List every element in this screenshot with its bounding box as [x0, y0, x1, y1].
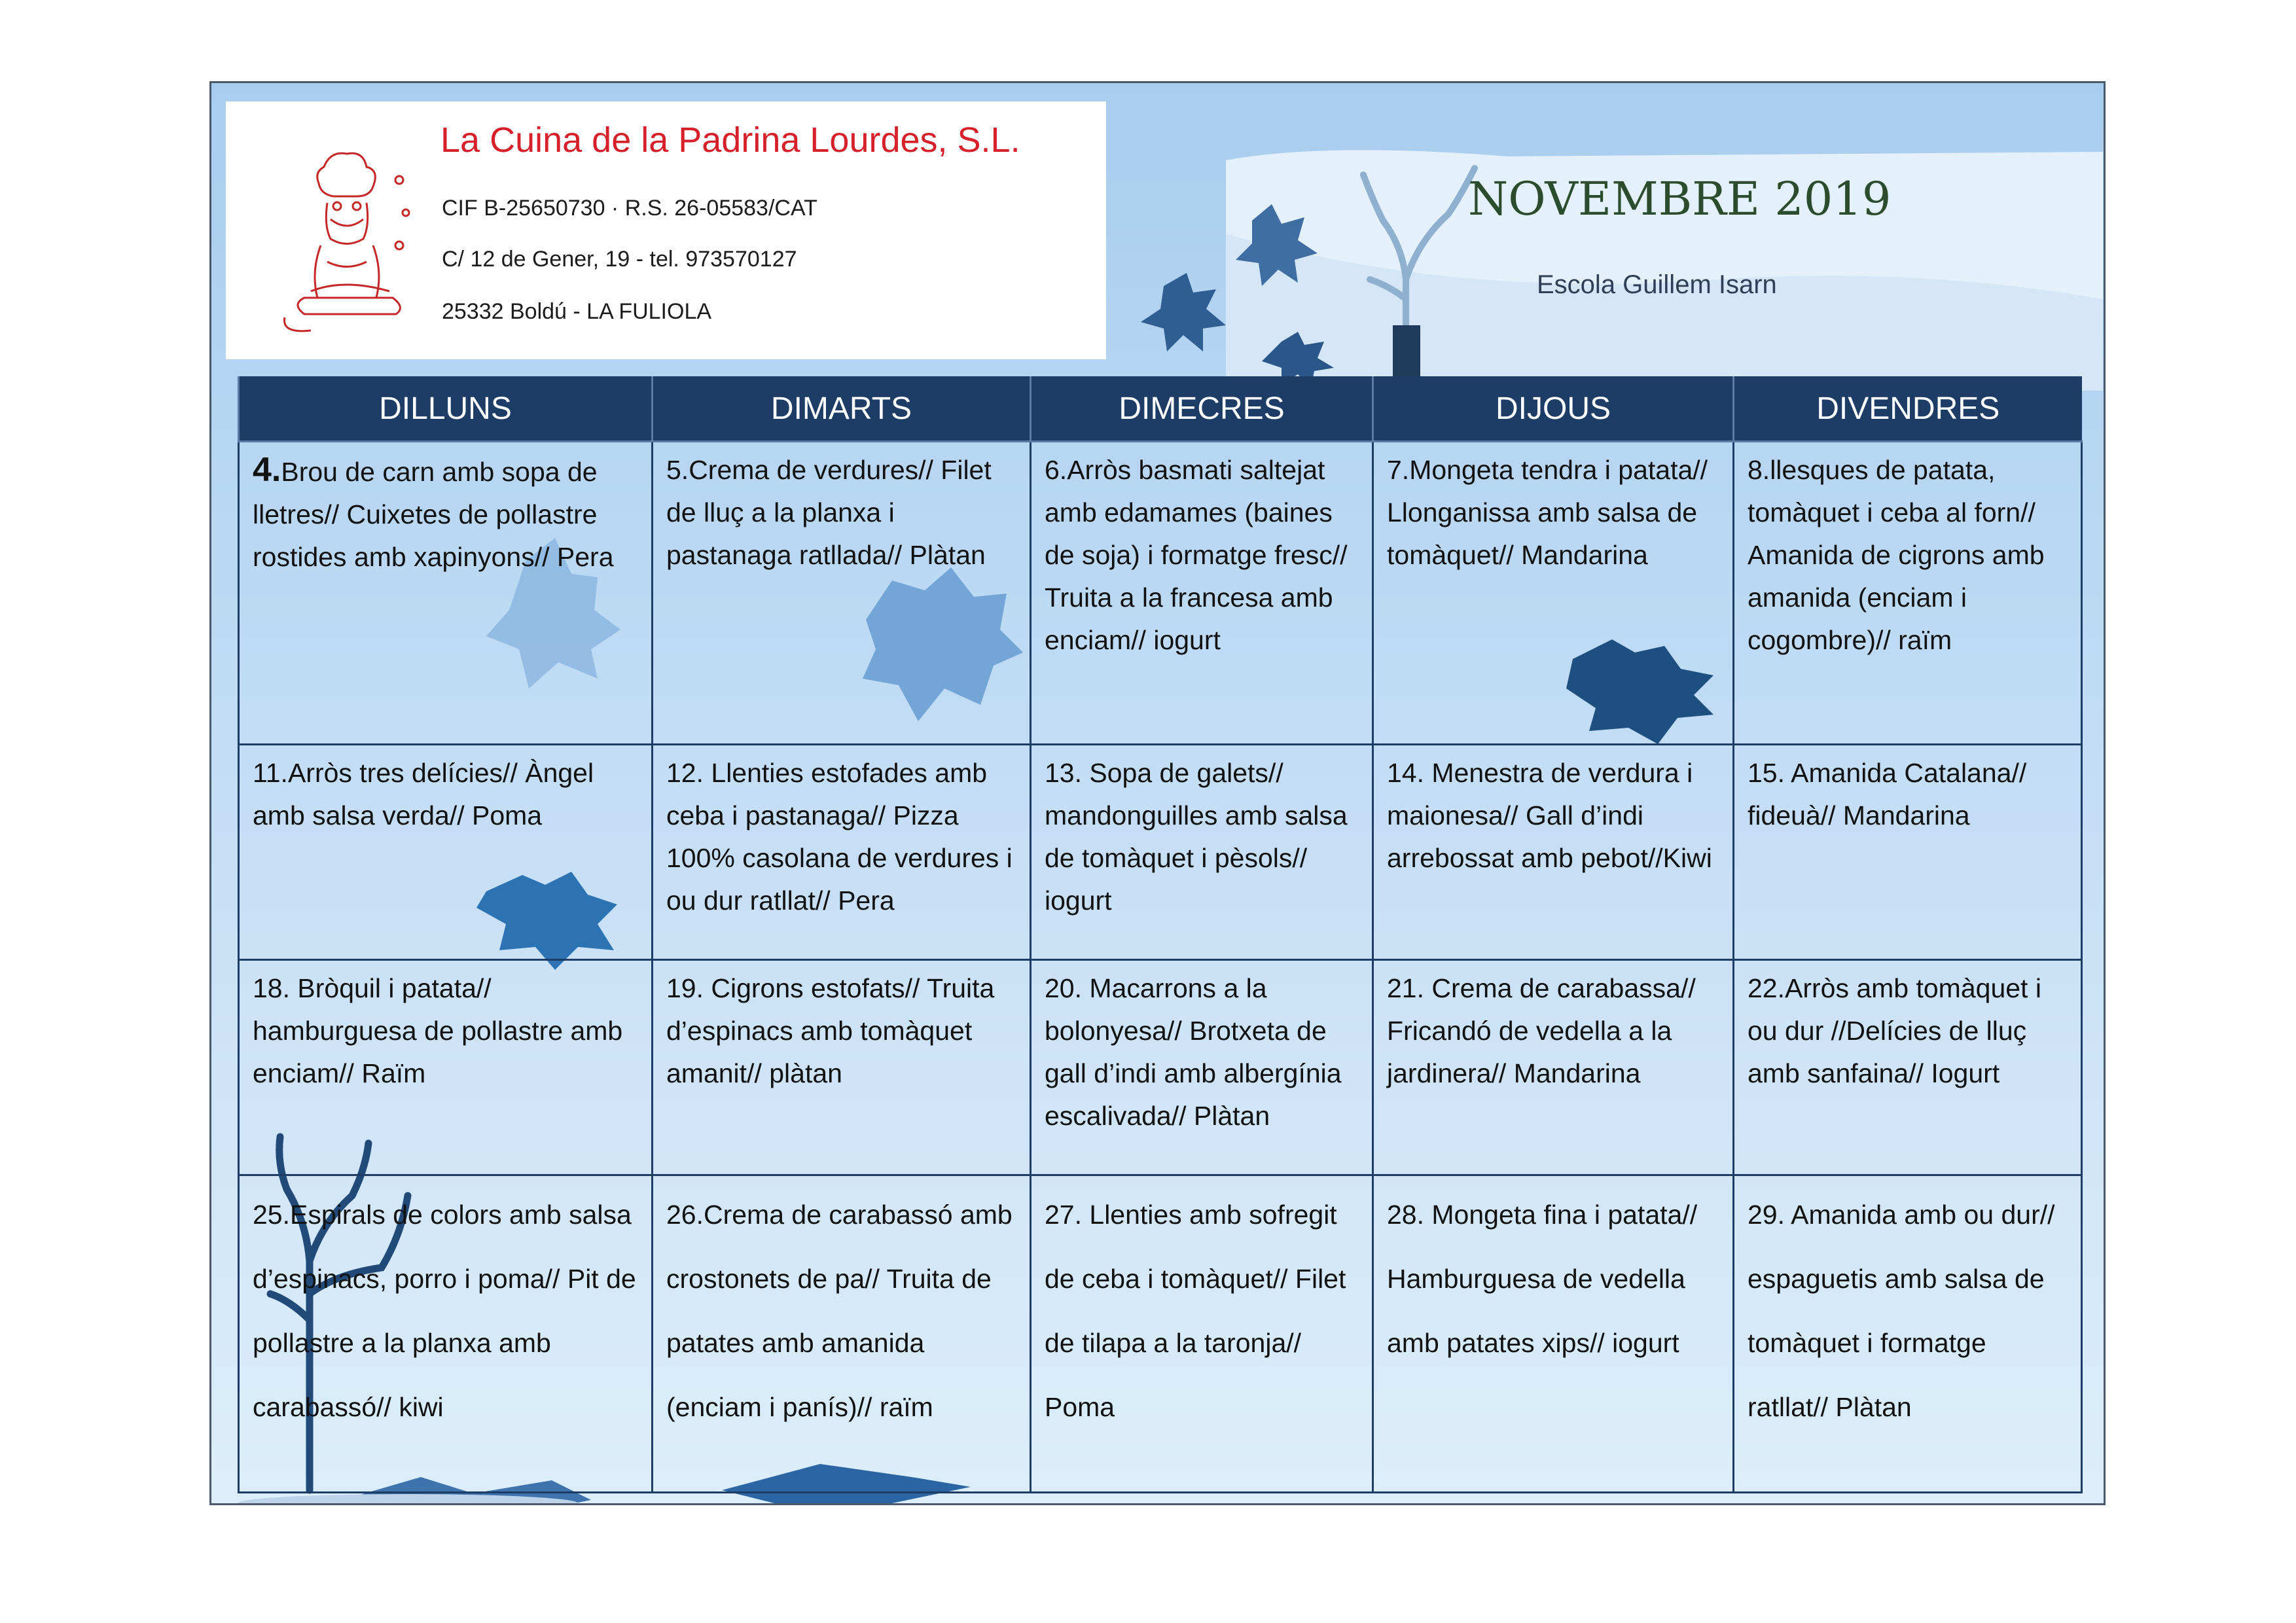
- menu-text: 22.Arròs amb tomàquet i ou dur //Delícies de lluç amb sanfaina// Iogurt: [1748, 973, 2041, 1088]
- day-header: DIVENDRES: [1734, 376, 2082, 442]
- week-row: [239, 960, 2082, 1175]
- menu-text: 15. Amanida Catalana// fideuà// Mandarina: [1748, 758, 2027, 830]
- menu-cell: [653, 745, 1031, 960]
- menu-cell: [239, 745, 653, 960]
- menu-table: [238, 376, 2083, 1493]
- maple-leaf-icon: [1141, 273, 1226, 351]
- menu-text: 14. Menestra de verdura i maionesa// Gall d’indi arrebossat amb pebot//Kiwi: [1387, 758, 1712, 873]
- menu-cell: [239, 442, 653, 745]
- menu-frame: [209, 81, 2106, 1505]
- menu-text: 7.Mongeta tendra i patata// Llonganissa amb salsa de tomàquet// Mandarina: [1387, 455, 1708, 570]
- menu-text: 12. Llenties estofades amb ceba i pastanaga// Pizza 100% casolana de verdures i ou dur ratllat// Pera: [666, 758, 1013, 916]
- menu-cell: [1734, 442, 2082, 745]
- company-city: 25332 Boldú - LA FULIOLA: [442, 299, 712, 324]
- school-name: Escola Guillem Isarn: [1537, 270, 1777, 299]
- menu-cell: [1373, 960, 1734, 1175]
- menu-text: 5.Crema de verdures// Filet de lluç a la planxa i pastanaga ratllada// Plàtan: [666, 455, 992, 570]
- day-header-row: [239, 376, 2082, 442]
- menu-text: 29. Amanida amb ou dur// espaguetis amb salsa de tomàquet i formatge ratllat// Plàtan: [1748, 1200, 2055, 1422]
- menu-text: 18. Bròquil i patata// hamburguesa de pollastre amb enciam// Raïm: [253, 973, 623, 1088]
- menu-text: 8.llesques de patata, tomàquet i ceba al forn// Amanida de cigrons amb amanida (enciam i cogombre)// raïm: [1748, 455, 2045, 655]
- menu-text: 6.Arròs basmati saltejat amb edamames (baines de soja) i formatge fresc// Truita a la francesa amb enciam// iogurt: [1045, 455, 1348, 655]
- menu-cell: [1373, 745, 1734, 960]
- page-title: NOVEMBRE 2019: [1468, 172, 1892, 226]
- menu-text: 25.Espirals de colors amb salsa d’espinacs, porro i poma// Pit de pollastre a la planxa amb carabassó// kiwi: [253, 1200, 636, 1422]
- menu-cell: [1734, 960, 2082, 1175]
- chef-logo-icon: [265, 141, 422, 337]
- menu-text: 21. Crema de carabassa// Fricandó de vedella a la jardinera// Mandarina: [1387, 973, 1696, 1088]
- company-name: La Cuina de la Padrina Lourdes, S.L.: [440, 120, 1020, 160]
- menu-text: 28. Mongeta fina i patata// Hamburguesa de vedella amb patates xips// iogurt: [1387, 1200, 1698, 1358]
- menu-text: Brou de carn amb sopa de lletres// Cuixetes de pollastre rostides amb xapinyons// Pera: [253, 457, 614, 572]
- week-row: [239, 442, 2082, 745]
- menu-cell: [1734, 745, 2082, 960]
- menu-text: 19. Cigrons estofats// Truita d’espinacs amb tomàquet amanit// plàtan: [666, 973, 995, 1088]
- company-header: [226, 101, 1106, 359]
- menu-cell: [239, 1175, 653, 1493]
- week-row: [239, 1175, 2082, 1493]
- menu-cell: [1373, 442, 1734, 745]
- menu-cell: [653, 442, 1031, 745]
- menu-cell: [1031, 1175, 1373, 1493]
- menu-text: 26.Crema de carabassó amb crostonets de pa// Truita de patates amb amanida (enciam i panís)// raïm: [666, 1200, 1013, 1422]
- menu-cell: [1734, 1175, 2082, 1493]
- day-header: DILLUNS: [239, 376, 653, 442]
- menu-text: 27. Llenties amb sofregit de ceba i tomàquet// Filet de tilapa a la taronja// Poma: [1045, 1200, 1346, 1422]
- company-address: C/ 12 de Gener, 19 - tel. 973570127: [442, 247, 797, 272]
- menu-cell: [239, 960, 653, 1175]
- day-number: 4.: [253, 451, 281, 489]
- day-header: DIJOUS: [1373, 376, 1734, 442]
- menu-cell: [1031, 745, 1373, 960]
- menu-cell: [653, 960, 1031, 1175]
- week-row: [239, 745, 2082, 960]
- day-header: DIMECRES: [1031, 376, 1373, 442]
- menu-cell: [653, 1175, 1031, 1493]
- menu-cell: [1031, 960, 1373, 1175]
- company-cif: CIF B-25650730 · R.S. 26-05583/CAT: [442, 196, 817, 221]
- menu-text: 13. Sopa de galets// mandonguilles amb salsa de tomàquet i pèsols// iogurt: [1045, 758, 1348, 916]
- menu-text: 11.Arròs tres delícies// Àngel amb salsa verda// Poma: [253, 758, 594, 830]
- day-header: DIMARTS: [653, 376, 1031, 442]
- menu-cell: [1373, 1175, 1734, 1493]
- menu-text: 20. Macarrons a la bolonyesa// Brotxeta de gall d’indi amb albergínia escalivada// Plàtan: [1045, 973, 1342, 1131]
- menu-cell: [1031, 442, 1373, 745]
